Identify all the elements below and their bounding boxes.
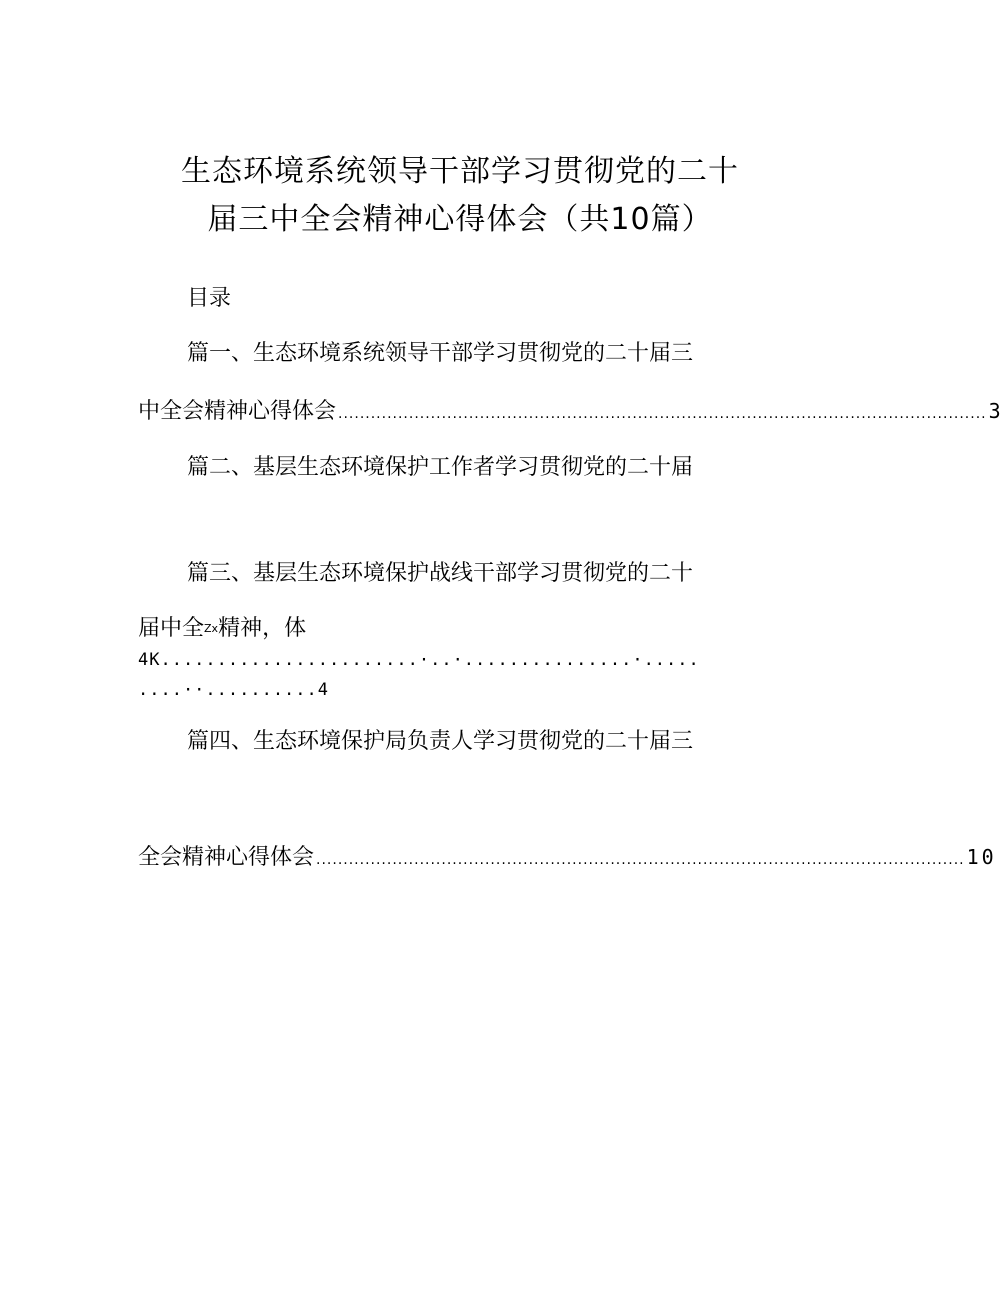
toc-leader-dots: ....................................................................................................................... [316,852,965,868]
document-title-line-1: 生态环境系统领导干部学习贯彻党的二十 [181,154,739,189]
toc-entry-3-cont-pre: 届中全 [138,616,205,641]
toc-entry-1-continuation[interactable] [138,395,1004,430]
toc-entry-3-cont-post: 精神，体 [218,616,307,641]
toc-entry-3-garbled-line-1: 4K.......................·..·...............·..... [138,650,700,670]
document-title-line-2: 届三中全会精神心得体会（共10篇） [207,202,713,237]
toc-entry-2-title[interactable]: 篇二、基层生态环境保护工作者学习贯彻党的二十届 [187,455,694,480]
toc-entry-3-continuation[interactable] [138,613,306,645]
toc-entry-4-page: 10 [966,845,997,869]
toc-entry-3-title[interactable]: 篇三、基层生态环境保护战线干部学习贯彻党的二十 [187,561,694,586]
toc-entry-4-continuation[interactable] [138,841,997,876]
toc-entry-1-page: 3 [988,399,1004,423]
toc-entry-3-garbled-line-2: ....··..........4 [138,680,329,700]
toc-entry-1-title[interactable]: 篇一、生态环境系统领导干部学习贯彻党的二十届三 [187,341,694,366]
toc-entry-1-title-cont: 中全会精神心得体会 [138,399,337,424]
toc-heading: 目录 [187,286,232,311]
toc-entry-3-garbled-glyph: Zx [204,622,219,635]
toc-entry-4-title-cont: 全会精神心得体会 [138,845,315,870]
toc-leader-dots: ....................................................................................................................... [338,406,987,422]
toc-entry-4-title[interactable]: 篇四、生态环境保护局负责人学习贯彻党的二十届三 [187,729,694,754]
